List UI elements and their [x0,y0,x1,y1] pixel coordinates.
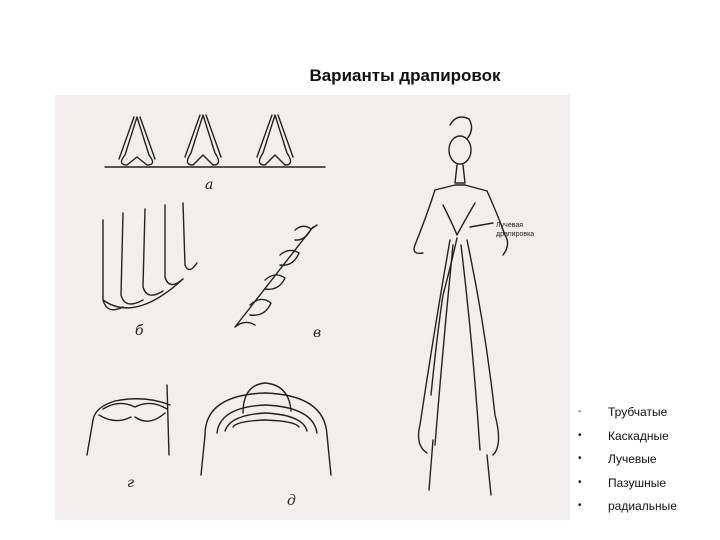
figure-label-a: а [205,177,214,193]
list-bullet: - [578,406,582,417]
list-bullet: • [578,453,582,464]
radial-drape-sketch [201,383,331,475]
list-item-label: Каскадные [608,428,669,443]
list-item-label: Пазушные [608,475,667,490]
radial-drape-callout [496,221,534,239]
figure-label-b: б [135,323,144,339]
list-item [578,499,677,523]
armhole-drape-sketch [87,385,170,455]
drape-types-list [578,405,677,523]
list-bullet: • [578,476,582,488]
list-item [578,452,677,476]
list-bullet: • [578,500,582,511]
cascade-drape-sketch [103,203,197,310]
list-item [578,429,677,453]
list-item [578,476,677,500]
callout-line-2: драпировка [496,231,535,238]
list-bullet: • [578,429,582,441]
list-item-label: Лучевые [608,452,657,466]
list-item-label: радиальные [608,499,677,513]
figure-label-g: г [127,475,135,491]
stepped-drape-sketch [235,225,317,327]
drape-illustration [55,95,570,520]
callout-line-1: Лучевая [496,222,524,229]
list-item [578,405,677,429]
fashion-figure-sketch [414,117,508,495]
tube-drape-sketch [105,115,325,167]
figure-label-d: д [287,493,296,509]
slide-title: Варианты драпировок [309,66,501,85]
figure-label-v: в [313,325,322,341]
list-item-label: Трубчатые [608,405,668,419]
